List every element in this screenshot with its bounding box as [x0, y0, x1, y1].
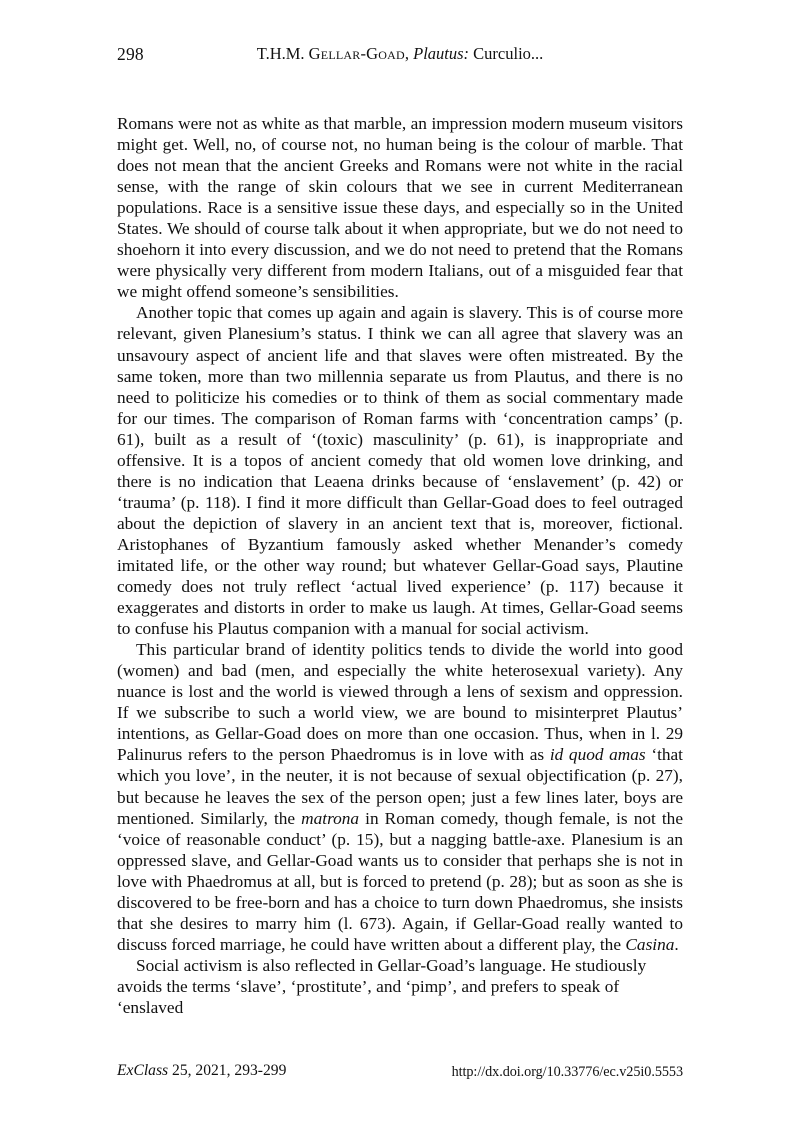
author-surname: Gellar-Goad [308, 44, 405, 63]
paragraph [117, 113, 683, 302]
italic-term: matrona [301, 808, 360, 828]
body-text [117, 113, 683, 1018]
header-separator: , [404, 44, 414, 63]
text-run: Romans were not as white as that marble, an impression modern museum visitors might get. Well, no, of course not, no human being is the colour of marble. That does not mean that the ancient Greeks and Romans were not white in the racial sense, with the range of skin colours that we see in current Mediterranean populations. Race is a sensitive issue these days, and especially so in the United States. We should of course talk about it when appropriate, but we do not need to shoehorn it into every discussion, and we do not need to pretend that the Romans were physically very different from modern Italians, out of a misguided fear that we might offend someone’s sensibilities. [117, 114, 683, 302]
work-title-rest: Curculio... [469, 44, 544, 63]
doi-link[interactable]: http://dx.doi.org/10.33776/ec.v25i0.5553 [451, 1064, 683, 1080]
text-run: Another topic that comes up again and again is slavery. This is of course more relevant, given Planesium’s status. I think we can all agree that slavery was an unsavoury aspect of ancient life and that slaves were often mistreated. By the same token, more than two millennia separate us from Plautus, and there is no need to politicize his comedies or to think of them as social commentary made for our times. The comparison of Roman farms with ‘concentration camps’ (p. 61), built as a result of ‘(toxic) masculinity’ (p. 61), is inappropriate and offensive. It is a topos of ancient comedy that old women love drinking, and there is no indication that Leaena drinks because of ‘enslavement’ (p. 42) or ‘trauma’ (p. 118). I find it more difficult than Gellar-Goad does to feel outraged about the depiction of slavery in an ancient text that is, moreover, fictional. Aristophanes of Byzantium famously asked whether Menander’s comedy imitated life, or the other way round; but whatever Gellar-Goad says, Plautine comedy does not truly reflect ‘actual lived experience’ (p. 117) because it exaggerates and distorts in order to make us laugh. At times, Gellar-Goad seems to confuse his Plautus companion with a manual for social activism. [117, 303, 683, 639]
text-run: in Roman comedy, though female, is not the ‘voice of reasonable conduct’ (p. 15), but a nagging battle-axe. Planesium is an oppressed slave, and Gellar-Goad wants us to consider that perhaps she is not in love with Phaedromus at all, but is forced to pretend (p. 28); but as soon as she is discovered to be free-born and has a choice to turn down Phaedromus, she insists that she desires to marry him (l. 673). Again, if Gellar-Goad really wanted to discuss forced marriage, he could have written about a different play, the [117, 808, 683, 954]
paragraph [117, 639, 683, 955]
journal-issue: 25, 2021, 293-299 [168, 1062, 287, 1079]
italic-term: Casina [625, 934, 675, 954]
author-initials: T.H.M. [256, 44, 305, 63]
paragraph [117, 302, 683, 639]
text-run: . [674, 934, 679, 954]
work-title: Plautus: [413, 44, 470, 63]
page-footer [117, 1060, 683, 1082]
text-run: ‘that which you love’, in the neuter, it is not because of sexual objectification (p. 27), but because he leaves the sex of the person open; just a few lines later, boys are mentioned. Similarly, the [117, 745, 683, 828]
page-number: 298 [117, 44, 144, 64]
text-run: This particular brand of identity politics tends to divide the world into good (women) and bad (men, and especially the white heterosexual variety). Any nuance is lost and the world is viewed through a lens of sexism and oppression. If we subscribe to such a world view, we are bound to misinterpret Plautus’ intentions, as Gellar-Goad does on more than one occasion. Thus, when in l. 29 Palinurus refers to the person Phaedromus is in love with as [117, 640, 683, 765]
paragraph [117, 955, 683, 1018]
italic-term: id quod amas [549, 745, 646, 765]
running-title [117, 42, 683, 66]
journal-citation [117, 1060, 286, 1082]
running-header [117, 42, 683, 66]
text-run: Social activism is also reflected in Gellar-Goad’s language. He studiously avoids the terms ‘slave’, ‘prostitute’, and ‘pimp’, and prefers to speak of ‘enslaved [117, 955, 647, 1017]
journal-name: ExClass [117, 1062, 169, 1079]
